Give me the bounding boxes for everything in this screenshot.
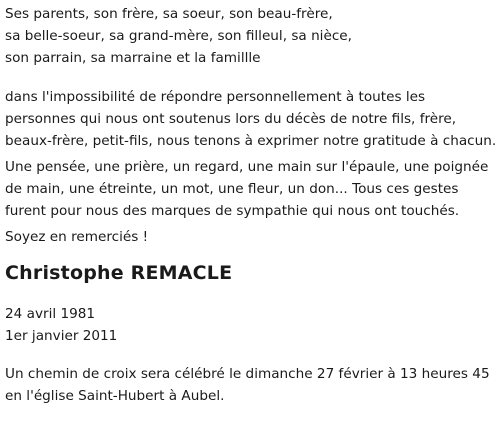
family-line: son parrain, sa marraine et la famillle (5, 50, 261, 66)
deceased-name: Christophe REMACLE (5, 262, 233, 284)
ceremony-details: Un chemin de croix sera célébré le dimanche 27 février à 13 heures 45 en l'église Saint-Hubert à Aubel. (5, 366, 490, 404)
death-date: 1er janvier 2011 (5, 328, 118, 344)
birth-date: 24 avril 1981 (5, 306, 96, 322)
death-notice (5, 0, 497, 421)
family-line: sa belle-soeur, sa grand-mère, son filleul, sa nièce, (5, 28, 352, 44)
family-line: Ses parents, son frère, sa soeur, son beau-frère, (5, 6, 333, 22)
closing-line: Soyez en remerciés ! (5, 229, 149, 245)
thanks-paragraph: dans l'impossibilité de répondre personnellement à toutes les personnes qui nous ont soutenus lors du décès de notre fils, frère, beaux-frère, petit-fils, nous tenons à exprimer notre gratitude à chacun. (5, 89, 497, 149)
gestures-paragraph: Une pensée, une prière, un regard, une main sur l'épaule, une poignée de main, une étreinte, un mot, une fleur, un don... Tous ces gestes furent pour nous des marques de sympathie qui nous ont touchés. (5, 159, 489, 219)
